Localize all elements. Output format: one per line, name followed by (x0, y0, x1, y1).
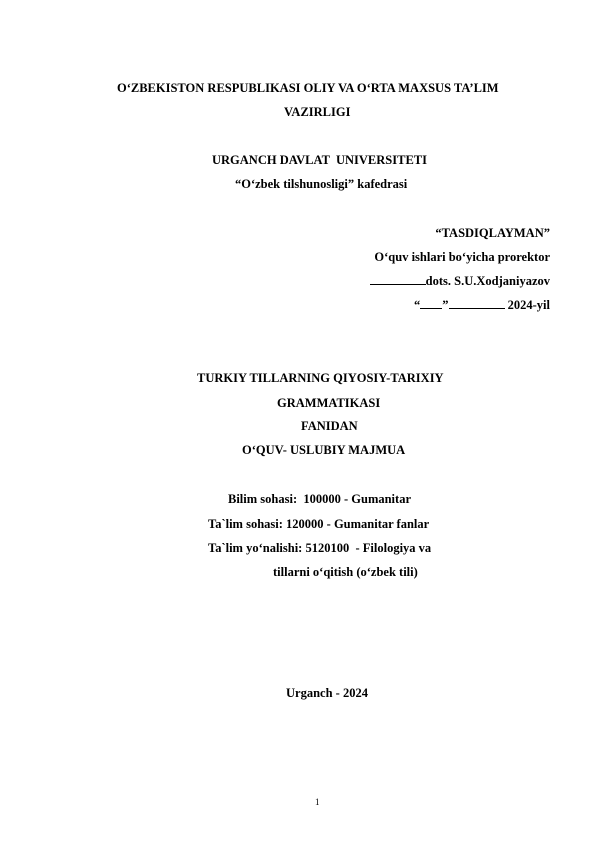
department-name: “O‘zbek tilshunosligi” kafedrasi (235, 177, 408, 191)
course-title-line-4: O‘QUV- USLUBIY MAJMUA (242, 443, 406, 457)
date-open-quote: “ (414, 298, 421, 312)
approval-date-line (414, 297, 550, 313)
date-year: 2024-yil (504, 298, 550, 312)
field-talim-yonalishi: Ta`lim yo‘nalishi: 5120100 - Filologiya va (208, 541, 432, 555)
approval-title: “TASDIQLAYMAN” (435, 226, 550, 240)
ministry-line-2: VAZIRLIGI (284, 105, 351, 119)
course-title-line-1: TURKIY TILLARNING QIYOSIY-TARIXIY (197, 371, 444, 385)
ministry-line-1: O‘ZBEKISTON RESPUBLIKASI OLIY VA O‘RTA MAXSUS TA’LIM (117, 81, 499, 95)
course-title-line-3: FANIDAN (301, 419, 358, 433)
field-bilim-sohasi: Bilim sohasi: 100000 - Gumanitar (228, 492, 411, 506)
month-blank (449, 297, 505, 309)
approval-signature-line (370, 273, 550, 289)
field-talim-yonalishi-cont: tillarni o‘qitish (o‘zbek tili) (273, 565, 418, 579)
page-number: 1 (315, 797, 320, 807)
day-blank (420, 297, 442, 309)
date-close-quote: ” (442, 298, 449, 312)
city-year: Urganch - 2024 (286, 686, 368, 700)
approval-signer: dots. S.U.Xodjaniyazov (425, 274, 550, 288)
university-name: URGANCH DAVLAT UNIVERSITETI (212, 153, 427, 167)
approval-position: O‘quv ishlari bo‘yicha prorektor (374, 250, 550, 264)
course-title-line-2: GRAMMATIKASI (277, 396, 381, 410)
field-talim-sohasi: Ta`lim sohasi: 120000 - Gumanitar fanlar (208, 517, 430, 531)
signature-blank (370, 273, 426, 285)
